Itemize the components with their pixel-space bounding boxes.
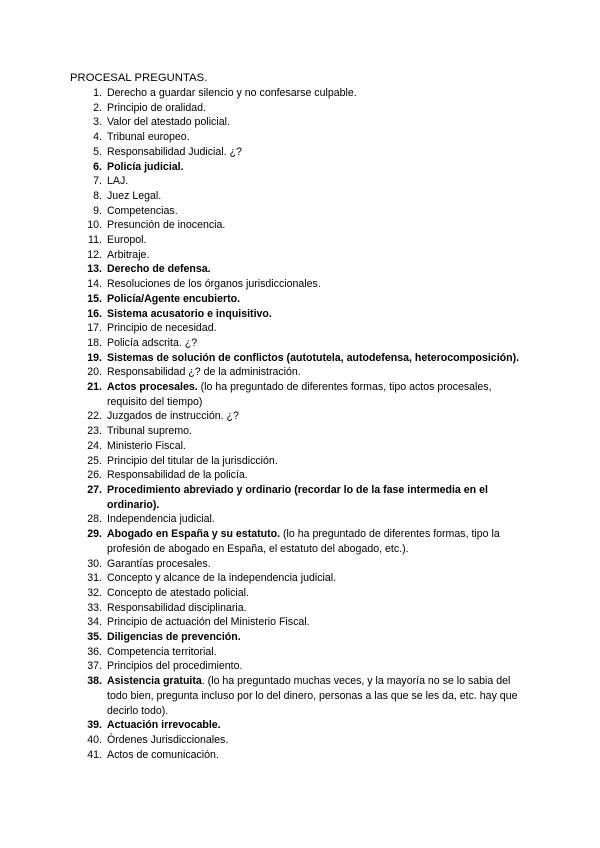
question-number: 40. bbox=[87, 733, 102, 746]
question-text bbox=[107, 748, 530, 763]
question-item bbox=[70, 233, 530, 248]
question-text bbox=[107, 321, 530, 336]
question-text bbox=[107, 468, 530, 483]
question-item bbox=[70, 674, 530, 718]
question-text bbox=[107, 659, 530, 674]
question-item bbox=[70, 601, 530, 616]
question-plain-text: Concepto y alcance de la independencia judicial. bbox=[107, 572, 337, 585]
question-bold-text: Actos procesales. bbox=[107, 381, 198, 394]
question-text bbox=[107, 248, 530, 263]
question-plain-text: Responsabilidad Judicial. ¿? bbox=[107, 145, 242, 158]
question-text bbox=[107, 174, 530, 189]
question-number: 29. bbox=[87, 528, 102, 541]
question-number: 13. bbox=[87, 263, 102, 276]
question-number: 35. bbox=[87, 631, 102, 644]
question-item bbox=[70, 380, 530, 409]
question-number: 9. bbox=[93, 204, 102, 217]
question-item bbox=[70, 424, 530, 439]
question-plain-text: Europol. bbox=[107, 234, 147, 247]
question-item bbox=[70, 115, 530, 130]
question-plain-text: Órdenes Jurisdiccionales. bbox=[107, 733, 229, 746]
question-item bbox=[70, 733, 530, 748]
question-number: 37. bbox=[87, 660, 102, 673]
question-text bbox=[107, 86, 530, 101]
question-item bbox=[70, 439, 530, 454]
question-plain-text: Independencia judicial. bbox=[107, 513, 215, 526]
question-text bbox=[107, 586, 530, 601]
question-number: 21. bbox=[87, 381, 102, 394]
question-plain-text: (lo ha preguntado de diferentes formas, tipo la profesión de abogado en España, el estatuto del abogado, etc.). bbox=[107, 528, 500, 555]
question-text bbox=[107, 601, 530, 616]
question-item bbox=[70, 351, 530, 366]
question-text bbox=[107, 336, 530, 351]
question-bold-text: Actuación irrevocable. bbox=[107, 719, 221, 732]
question-number: 11. bbox=[88, 234, 102, 247]
question-item bbox=[70, 409, 530, 424]
question-plain-text: Valor del atestado policial. bbox=[107, 116, 230, 129]
question-item bbox=[70, 292, 530, 307]
question-text bbox=[107, 307, 530, 322]
question-plain-text: Principio de necesidad. bbox=[107, 322, 217, 335]
question-number: 1. bbox=[93, 87, 102, 99]
question-number: 23. bbox=[87, 425, 102, 438]
question-text bbox=[107, 204, 530, 219]
question-plain-text: Responsabilidad ¿? de la administración. bbox=[107, 366, 301, 379]
question-plain-text: Actos de comunicación. bbox=[107, 748, 219, 761]
question-item bbox=[70, 615, 530, 630]
question-number: 38. bbox=[87, 675, 102, 688]
question-item bbox=[70, 659, 530, 674]
question-item bbox=[70, 748, 530, 763]
question-number: 4. bbox=[93, 131, 102, 144]
question-text bbox=[107, 439, 530, 454]
question-number: 20. bbox=[87, 366, 102, 379]
question-plain-text: LAJ. bbox=[107, 175, 129, 188]
question-number: 31. bbox=[87, 572, 102, 585]
question-text bbox=[107, 145, 530, 160]
question-number: 36. bbox=[87, 645, 102, 658]
question-bold-text: Abogado en España y su estatuto. bbox=[107, 528, 281, 541]
question-bold-text: Policía judicial. bbox=[107, 160, 184, 173]
question-number: 34. bbox=[87, 616, 102, 629]
question-plain-text: Juez Legal. bbox=[107, 189, 162, 202]
question-plain-text: Derecho a guardar silencio y no confesarse culpable. bbox=[107, 87, 357, 99]
question-number: 24. bbox=[87, 439, 102, 452]
question-plain-text: Juzgados de instrucción. ¿? bbox=[107, 410, 239, 423]
question-text bbox=[107, 571, 530, 586]
question-plain-text: Principio de actuación del Ministerio Fiscal. bbox=[107, 616, 310, 629]
question-plain-text: Responsabilidad disciplinaria. bbox=[107, 601, 247, 614]
question-number: 39. bbox=[87, 719, 102, 732]
question-item bbox=[70, 189, 530, 204]
question-plain-text: Concepto de atestado policial. bbox=[107, 586, 249, 599]
question-item bbox=[70, 645, 530, 660]
question-item bbox=[70, 262, 530, 277]
question-plain-text: Competencia territorial. bbox=[107, 645, 217, 658]
question-text bbox=[107, 674, 530, 718]
question-number: 33. bbox=[87, 601, 102, 614]
document-title: PROCESAL PREGUNTAS. bbox=[70, 72, 208, 84]
question-item bbox=[70, 130, 530, 145]
question-text bbox=[107, 277, 530, 292]
question-plain-text: . (lo ha preguntado muchas veces, y la mayoría no se lo sabia del todo bien, pregunta incluso por lo del dinero, personas a las que se les da, etc. hay que decirlo todo). bbox=[107, 675, 518, 717]
question-number: 10. bbox=[87, 219, 102, 232]
question-text bbox=[107, 615, 530, 630]
question-number: 6. bbox=[93, 160, 102, 173]
question-text bbox=[107, 351, 530, 366]
question-bold-text: Procedimiento abreviado y ordinario (recordar lo de la fase intermedia en el ordinario). bbox=[107, 483, 488, 511]
question-plain-text: Presunción de inocencia. bbox=[107, 219, 226, 232]
question-item bbox=[70, 586, 530, 601]
question-item bbox=[70, 365, 530, 380]
question-text bbox=[107, 512, 530, 527]
question-item bbox=[70, 307, 530, 322]
question-text bbox=[107, 115, 530, 130]
question-item bbox=[70, 145, 530, 160]
question-number: 22. bbox=[87, 410, 102, 423]
question-number: 32. bbox=[87, 586, 102, 599]
question-number: 19. bbox=[87, 351, 102, 364]
question-number: 2. bbox=[93, 101, 102, 114]
question-item bbox=[70, 160, 530, 175]
question-text bbox=[107, 380, 530, 409]
question-number: 28. bbox=[87, 513, 102, 526]
question-text bbox=[107, 645, 530, 660]
question-text bbox=[107, 160, 530, 175]
question-number: 12. bbox=[87, 248, 102, 261]
question-text bbox=[107, 189, 530, 204]
question-text bbox=[107, 454, 530, 469]
question-item bbox=[70, 218, 530, 233]
question-text bbox=[107, 527, 530, 556]
question-text bbox=[107, 130, 530, 145]
question-item bbox=[70, 557, 530, 572]
question-item bbox=[70, 454, 530, 469]
question-item bbox=[70, 512, 530, 527]
question-number: 25. bbox=[87, 454, 102, 467]
question-plain-text: Garantías procesales. bbox=[107, 557, 211, 570]
question-plain-text: Policía adscrita. ¿? bbox=[107, 336, 198, 349]
question-bold-text: Diligencias de prevención. bbox=[107, 631, 241, 644]
question-item bbox=[70, 321, 530, 336]
question-item bbox=[70, 336, 530, 351]
question-text bbox=[107, 557, 530, 572]
question-plain-text: Tribunal supremo. bbox=[107, 425, 192, 438]
question-number: 3. bbox=[93, 116, 102, 129]
question-text bbox=[107, 101, 530, 116]
question-item bbox=[70, 527, 530, 556]
question-text bbox=[107, 409, 530, 424]
question-text bbox=[107, 630, 530, 645]
question-plain-text: (lo ha preguntado de diferentes formas, tipo actos procesales, requisito del tiempo) bbox=[107, 381, 492, 408]
question-list bbox=[70, 86, 530, 762]
question-text bbox=[107, 218, 530, 233]
question-item bbox=[70, 174, 530, 189]
question-plain-text: Principios del procedimiento. bbox=[107, 660, 243, 673]
question-text bbox=[107, 365, 530, 380]
question-text bbox=[107, 292, 530, 307]
question-plain-text: Ministerio Fiscal. bbox=[107, 439, 186, 452]
question-item bbox=[70, 277, 530, 292]
question-number: 17. bbox=[87, 322, 102, 335]
question-text bbox=[107, 483, 530, 512]
question-item bbox=[70, 101, 530, 116]
question-plain-text: Tribunal europeo. bbox=[107, 131, 190, 144]
question-plain-text: Competencias. bbox=[107, 204, 178, 217]
question-bold-text: Sistemas de solución de conflictos (autotutela, autodefensa, heterocomposición). bbox=[107, 351, 520, 364]
question-bold-text: Asistencia gratuita bbox=[107, 675, 202, 688]
question-text bbox=[107, 262, 530, 277]
question-bold-text: Sistema acusatorio e inquisitivo. bbox=[107, 307, 272, 320]
question-number: 26. bbox=[87, 469, 102, 482]
question-item bbox=[70, 483, 530, 512]
question-item bbox=[70, 468, 530, 483]
question-item bbox=[70, 86, 530, 101]
question-number: 8. bbox=[93, 189, 102, 202]
question-number: 16. bbox=[87, 307, 102, 320]
question-number: 41. bbox=[87, 748, 102, 761]
question-plain-text: Responsabilidad de la policía. bbox=[107, 469, 248, 482]
question-plain-text: Arbitraje. bbox=[107, 248, 150, 261]
question-plain-text: Principio de oralidad. bbox=[107, 101, 206, 114]
question-bold-text: Derecho de defensa. bbox=[107, 263, 211, 276]
question-number: 15. bbox=[87, 292, 102, 305]
question-text bbox=[107, 424, 530, 439]
question-plain-text: Principio del titular de la jurisdicción. bbox=[107, 454, 278, 467]
question-text bbox=[107, 718, 530, 733]
question-item bbox=[70, 204, 530, 219]
question-number: 18. bbox=[87, 336, 102, 349]
question-item bbox=[70, 718, 530, 733]
question-number: 30. bbox=[87, 557, 102, 570]
question-number: 7. bbox=[93, 175, 102, 188]
question-item bbox=[70, 630, 530, 645]
question-number: 27. bbox=[87, 483, 102, 496]
question-number: 5. bbox=[93, 145, 102, 158]
question-item bbox=[70, 571, 530, 586]
question-text bbox=[107, 233, 530, 248]
question-number: 14. bbox=[87, 278, 102, 291]
question-text bbox=[107, 733, 530, 748]
question-plain-text: Resoluciones de los órganos jurisdiccionales. bbox=[107, 278, 321, 291]
question-bold-text: Policía/Agente encubierto. bbox=[107, 292, 241, 305]
question-item bbox=[70, 248, 530, 263]
